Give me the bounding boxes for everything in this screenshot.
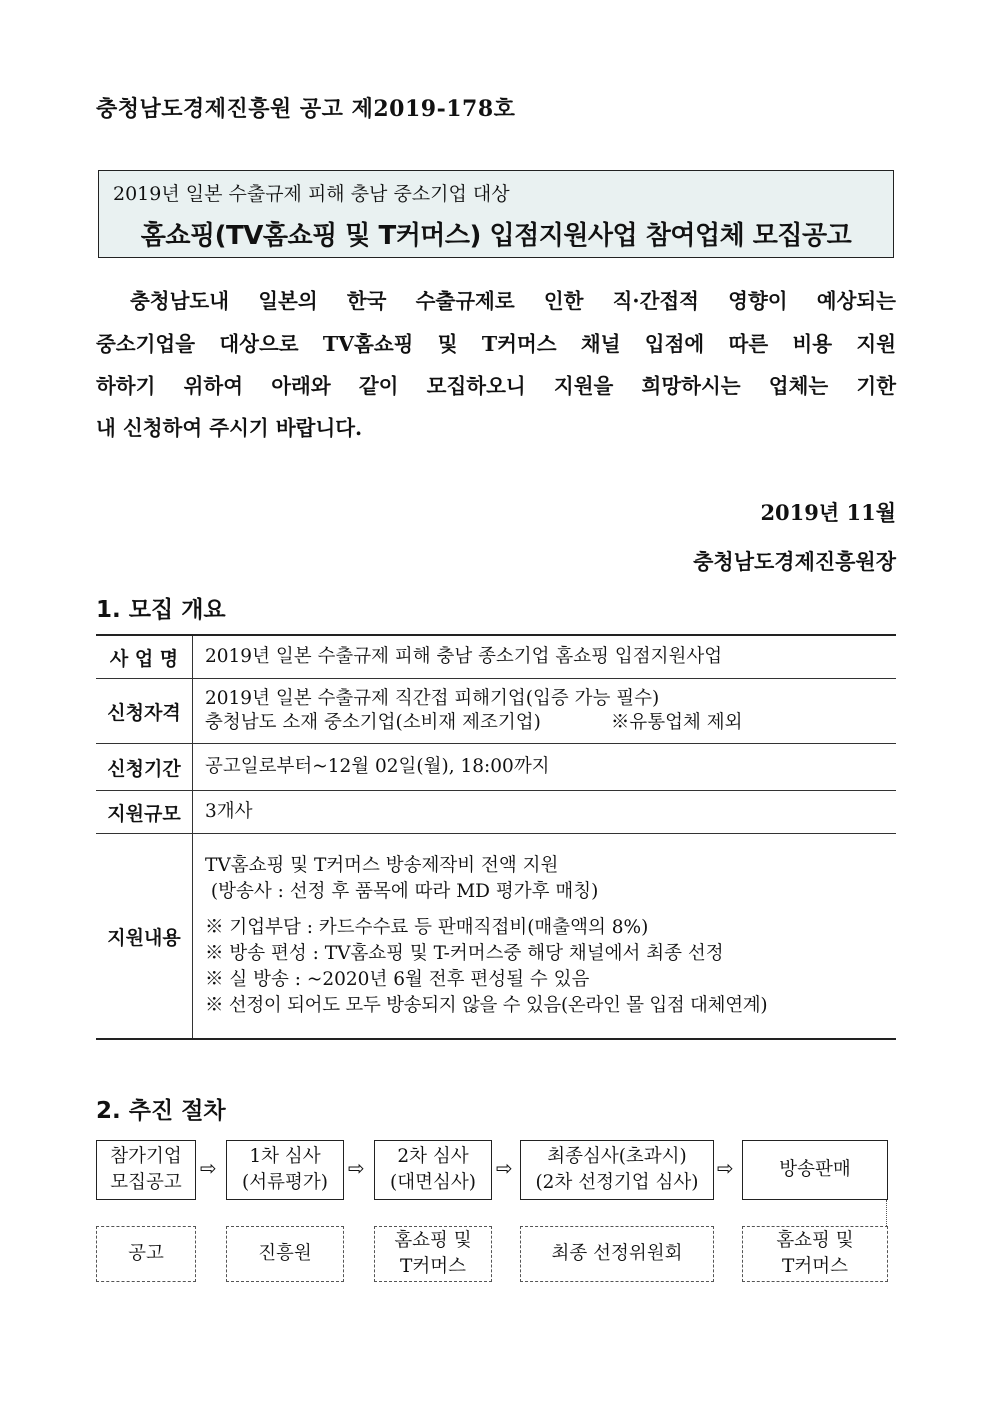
recruit-overview-table — [96, 634, 896, 1040]
org-line: 공고 — [128, 1243, 164, 1264]
step-line: 1차 심사 — [249, 1146, 321, 1167]
org-line: 홈쇼핑 및 — [776, 1230, 854, 1251]
row-value — [193, 635, 897, 679]
org-box — [96, 1226, 196, 1282]
org-line: T커머스 — [782, 1256, 848, 1277]
value-line: ※ 기업부담 : 카드수수료 등 판매직접비(매출액의 8%) — [205, 917, 649, 938]
arrow-right-icon: ⇨ — [348, 1156, 365, 1180]
flow-step-recruit — [96, 1140, 196, 1200]
value-line: 3개사 — [205, 801, 253, 822]
table-row — [96, 635, 896, 679]
value-line: ※ 선정이 되어도 모두 방송되지 않을 수 있음(온라인 몰 입점 대체연계) — [205, 995, 768, 1016]
section-title: 2. 추진 절차 — [96, 1098, 226, 1124]
table-row — [96, 834, 896, 1040]
org-line: 진흥원 — [258, 1243, 312, 1264]
row-label: 지원내용 — [96, 834, 193, 1040]
value-line: 2019년 일본 수출규제 직간접 피해기업(입증 가능 필수) — [205, 688, 660, 709]
value-line: TV홈쇼핑 및 T커머스 방송제작비 전액 지원 — [205, 855, 559, 876]
row-value — [193, 744, 897, 791]
step-line: 모집공고 — [110, 1172, 182, 1193]
step-line: 참가기업 — [110, 1146, 182, 1167]
flow-step-second-review — [374, 1140, 492, 1200]
title-box — [98, 170, 894, 258]
org-box — [226, 1226, 344, 1282]
org-line: 최종 선정위원회 — [551, 1243, 683, 1264]
step-line: (서류평가) — [242, 1172, 328, 1193]
value-text: 충청남도 소재 중소기업(소비재 제조기업) — [205, 712, 541, 733]
value-line: 2019년 일본 수출규제 피해 충남 종소기업 홈쇼핑 입점지원사업 — [205, 646, 723, 667]
row-value — [193, 791, 897, 834]
value-line — [205, 711, 884, 735]
org-box — [520, 1226, 714, 1282]
table-row — [96, 679, 896, 744]
org-box — [742, 1226, 888, 1282]
intro-line: 충청남도내 일본의 한국 수출규제로 인한 직·간접적 영향이 예상되는 — [130, 289, 896, 313]
value-line: ※ 실 방송 : ~2020년 6월 전후 편성될 수 있음 — [205, 969, 590, 990]
row-label: 사 업 명 — [96, 635, 193, 679]
row-value — [193, 679, 897, 744]
arrow-right-icon: ⇨ — [496, 1156, 513, 1180]
arrow-right-icon: ⇨ — [200, 1156, 217, 1180]
org-line: 홈쇼핑 및 — [394, 1230, 472, 1251]
value-line: ※ 방송 편성 : TV홈쇼핑 및 T-커머스중 해당 채널에서 최종 선정 — [205, 943, 724, 964]
arrow-right-icon: ⇨ — [717, 1156, 734, 1180]
value-line: (방송사 : 선정 후 품목에 따라 MD 평가후 매칭) — [205, 881, 599, 902]
step-line: 2차 심사 — [397, 1146, 469, 1167]
title-subtitle: 2019년 일본 수출규제 피해 충남 중소기업 대상 — [113, 183, 510, 205]
row-label: 신청자격 — [96, 679, 193, 744]
row-value — [193, 834, 897, 1040]
intro-line: 내 신청하여 주시기 바랍니다. — [96, 416, 363, 440]
org-box — [374, 1226, 492, 1282]
flow-step-broadcast-sale — [742, 1140, 888, 1200]
step-line: 방송판매 — [779, 1159, 851, 1180]
step-line: 최종심사(초과시) — [547, 1146, 687, 1167]
signer: 충청남도경제진흥원장 — [693, 549, 896, 574]
intro-line: 중소기업을 대상으로 TV홈쇼핑 및 T커머스 채널 입점에 따른 비용 지원 — [96, 332, 896, 356]
row-label: 신청기간 — [96, 744, 193, 791]
table-row — [96, 744, 896, 791]
step-line: (2차 선정기업 심사) — [535, 1172, 699, 1193]
table-row — [96, 791, 896, 834]
step-line: (대면심사) — [390, 1172, 476, 1193]
flow-step-final-review — [520, 1140, 714, 1200]
intro-line: 하하기 위하여 아래와 같이 모집하오니 지원을 희망하시는 업체는 기한 — [96, 374, 896, 398]
row-label: 지원규모 — [96, 791, 193, 834]
section-title: 1. 모집 개요 — [96, 597, 226, 623]
notice-date: 2019년 11월 — [760, 500, 896, 525]
flow-step-first-review — [226, 1140, 344, 1200]
exclusion-note: ※유통업체 제외 — [610, 712, 743, 733]
title-main: 홈쇼핑(TV홈쇼핑 및 T커머스) 입점지원사업 참여업체 모집공고 — [140, 221, 852, 251]
notice-number: 충청남도경제진흥원 공고 제2019-178호 — [96, 96, 516, 122]
org-line: T커머스 — [400, 1256, 466, 1277]
value-line: 공고일로부터~12월 02일(월), 18:00까지 — [205, 756, 550, 777]
connector-line — [886, 1200, 887, 1226]
